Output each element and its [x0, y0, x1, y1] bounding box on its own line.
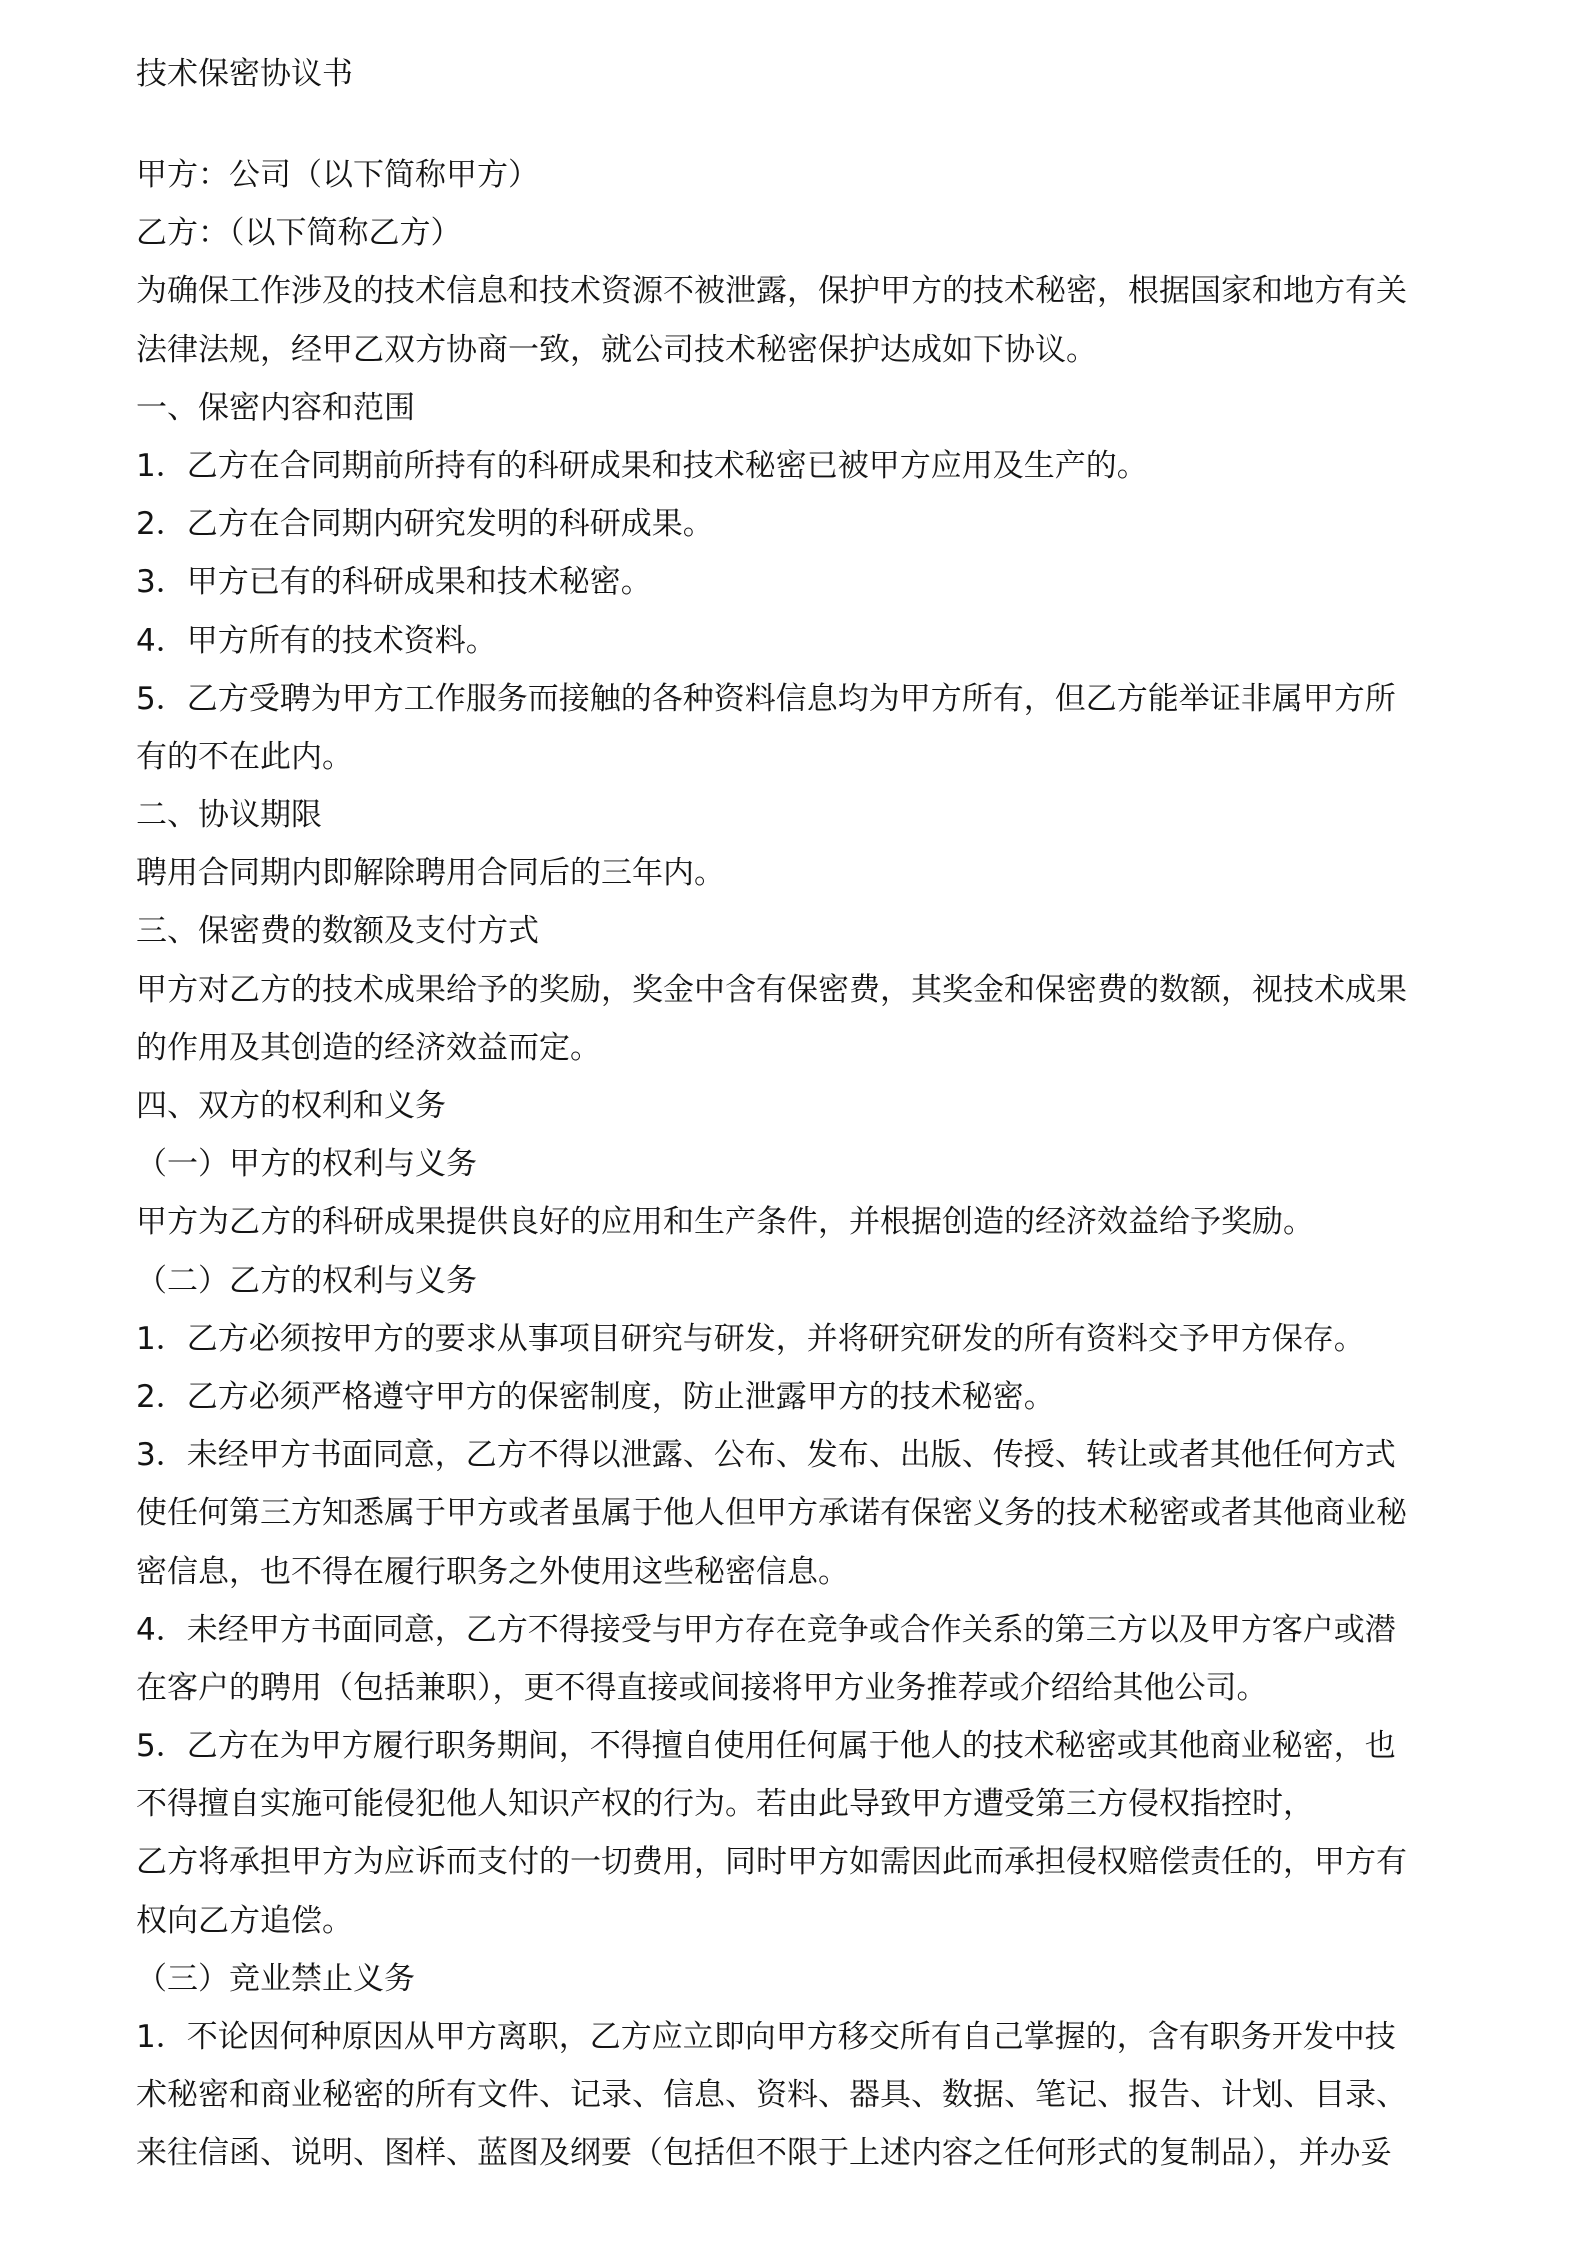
document-line: 有的不在此内。 — [136, 738, 353, 775]
document-line: 2．乙方在合同期内研究发明的科研成果。 — [136, 506, 714, 543]
document-line: 密信息，也不得在履行职务之外使用这些秘密信息。 — [136, 1553, 849, 1590]
document-line: 3．未经甲方书面同意，乙方不得以泄露、公布、发布、出版、传授、转让或者其他任何方式 — [136, 1437, 1396, 1474]
document-line: 1．乙方在合同期前所持有的科研成果和技术秘密已被甲方应用及生产的。 — [136, 447, 1148, 484]
document-title: 技术保密协议书 — [136, 56, 353, 92]
document-body — [136, 146, 1464, 2183]
document-line: 法律法规，经甲乙双方协商一致，就公司技术秘密保护达成如下协议。 — [136, 331, 1097, 368]
document-line: 来往信函、说明、图样、蓝图及纲要（包括但不限于上述内容之任何形式的复制品），并办妥 — [136, 2135, 1392, 2172]
document-line: 甲方对乙方的技术成果给予的奖励，奖金中含有保密费，其奖金和保密费的数额，视技术成果 — [136, 971, 1407, 1008]
document-line: 三、保密费的数额及支付方式 — [136, 913, 539, 950]
document-line: 4．甲方所有的技术资料。 — [136, 622, 497, 659]
document-line: 1．乙方必须按甲方的要求从事项目研究与研发，并将研究研发的所有资料交予甲方保存。 — [136, 1320, 1365, 1357]
document-line: 5．乙方在为甲方履行职务期间，不得擅自使用任何属于他人的技术秘密或其他商业秘密，也 — [136, 1728, 1396, 1765]
document-line: 甲方：公司（以下简称甲方） — [136, 157, 539, 193]
document-line: 2．乙方必须严格遵守甲方的保密制度，防止泄露甲方的技术秘密。 — [136, 1378, 1055, 1415]
document-line: 1．不论因何种原因从甲方离职，乙方应立即向甲方移交所有自己掌握的，含有职务开发中技 — [136, 2019, 1396, 2055]
document-line: 不得擅自实施可能侵犯他人知识产权的行为。若由此导致甲方遭受第三方侵权指控时， — [136, 1786, 1314, 1823]
document-line: 在客户的聘用（包括兼职），更不得直接或间接将甲方业务推荐或介绍给其他公司。 — [136, 1669, 1268, 1706]
document-line: 甲方为乙方的科研成果提供良好的应用和生产条件，并根据创造的经济效益给予奖励。 — [136, 1204, 1314, 1241]
document-line: 一、保密内容和范围 — [136, 389, 415, 426]
document-line: 二、协议期限 — [136, 797, 322, 834]
document-line: （三）竞业禁止义务 — [136, 1960, 415, 1997]
document-line: 4．未经甲方书面同意，乙方不得接受与甲方存在竞争或合作关系的第三方以及甲方客户或潜 — [136, 1611, 1396, 1648]
document-line: 3．甲方已有的科研成果和技术秘密。 — [136, 564, 652, 601]
document-line: 术秘密和商业秘密的所有文件、记录、信息、资料、器具、数据、笔记、报告、计划、目录、 — [136, 2077, 1407, 2114]
document-line: 5．乙方受聘为甲方工作服务而接触的各种资料信息均为甲方所有，但乙方能举证非属甲方所 — [136, 680, 1396, 717]
document-line: （一）甲方的权利与义务 — [136, 1146, 477, 1183]
document-line: 权向乙方追偿。 — [136, 1902, 353, 1939]
document-line: （二）乙方的权利与义务 — [136, 1262, 477, 1299]
document-line: 的作用及其创造的经济效益而定。 — [136, 1029, 601, 1066]
document-line: 四、双方的权利和义务 — [136, 1088, 446, 1124]
document-line: 聘用合同期内即解除聘用合同后的三年内。 — [136, 855, 725, 892]
document-line: 乙方：（以下简称乙方） — [136, 215, 462, 252]
document-line: 为确保工作涉及的技术信息和技术资源不被泄露，保护甲方的技术秘密，根据国家和地方有关 — [136, 273, 1407, 310]
document-line: 乙方将承担甲方为应诉而支付的一切费用，同时甲方如需因此而承担侵权赔偿责任的，甲方有 — [136, 1844, 1407, 1881]
document-line: 使任何第三方知悉属于甲方或者虽属于他人但甲方承诺有保密义务的技术秘密或者其他商业秘 — [136, 1495, 1407, 1532]
